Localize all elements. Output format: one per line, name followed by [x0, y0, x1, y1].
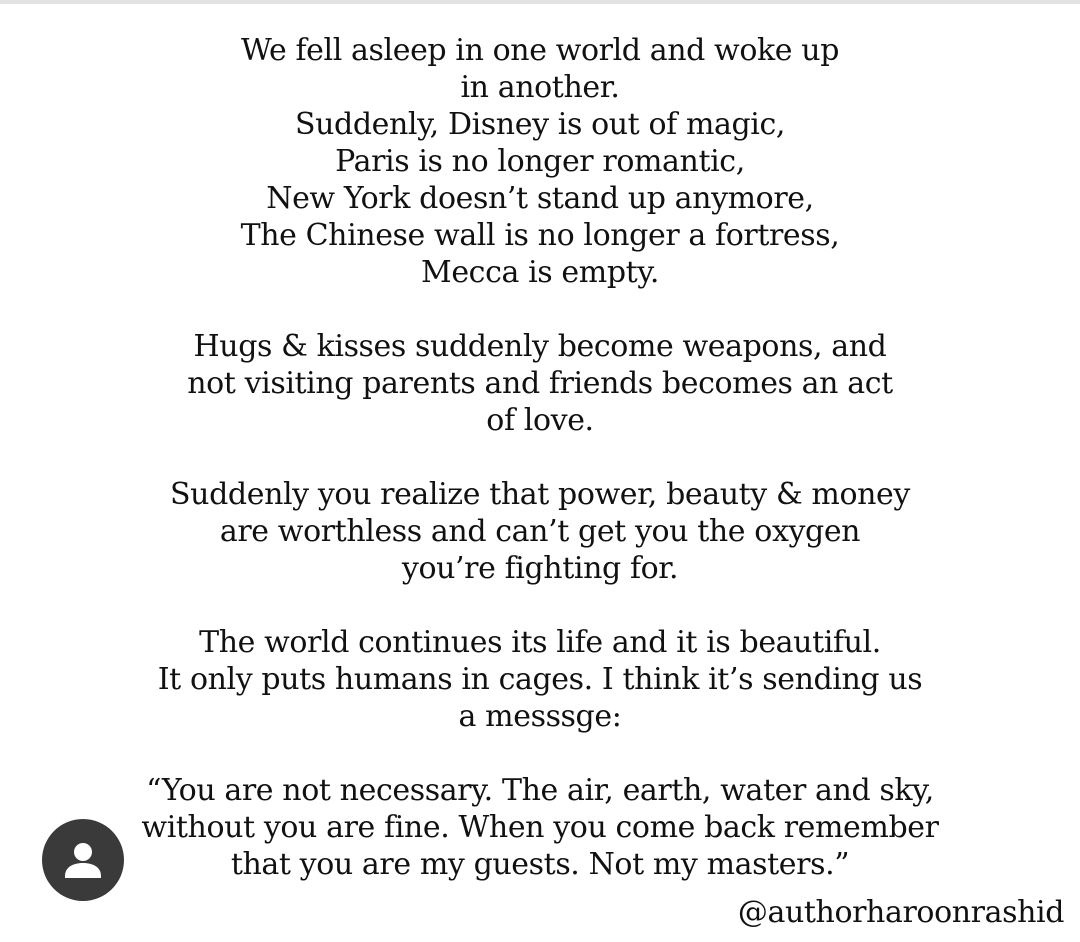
poem-line: It only puts humans in cages. I think it’s sending us: [157, 662, 923, 697]
poem-line: Suddenly you realize that power, beauty & money: [170, 477, 910, 512]
poem-line: Suddenly, Disney is out of magic,: [294, 107, 786, 142]
poem-line: Mecca is empty.: [421, 255, 659, 290]
poem-stanza: [0, 32, 1080, 291]
top-divider: [0, 0, 1080, 4]
author-handle: @authorharoonrashid: [737, 895, 1064, 930]
poem-stanza: [0, 476, 1080, 587]
poem-stanza: [0, 328, 1080, 439]
poem-line: not visiting parents and friends becomes an act: [187, 366, 893, 401]
poem-line: in another.: [460, 70, 620, 105]
person-icon: [42, 819, 124, 901]
poem-line: you’re fighting for.: [401, 551, 679, 586]
poem-line: a messsge:: [458, 699, 622, 734]
poem-line: that you are my guests. Not my masters.”: [230, 847, 850, 882]
poem-line: We fell asleep in one world and woke up: [240, 33, 839, 68]
poem-stanza: [0, 772, 1080, 883]
poem-line: New York doesn’t stand up anymore,: [266, 181, 814, 216]
poem-line: Paris is no longer romantic,: [335, 144, 745, 179]
poem-line: are worthless and can’t get you the oxygen: [219, 514, 861, 549]
poem-line: of love.: [486, 403, 594, 438]
poem-line: “You are not necessary. The air, earth, water and sky,: [146, 773, 934, 808]
profile-avatar-button[interactable]: [42, 819, 124, 901]
poem-line: The world continues its life and it is beautiful.: [199, 625, 881, 660]
poem-line: without you are fine. When you come back remember: [141, 810, 939, 845]
poem-line: The Chinese wall is no longer a fortress,: [240, 218, 840, 253]
poem-text: [0, 32, 1080, 883]
poem-stanza: [0, 624, 1080, 735]
poem-line: Hugs & kisses suddenly become weapons, and: [193, 329, 887, 364]
